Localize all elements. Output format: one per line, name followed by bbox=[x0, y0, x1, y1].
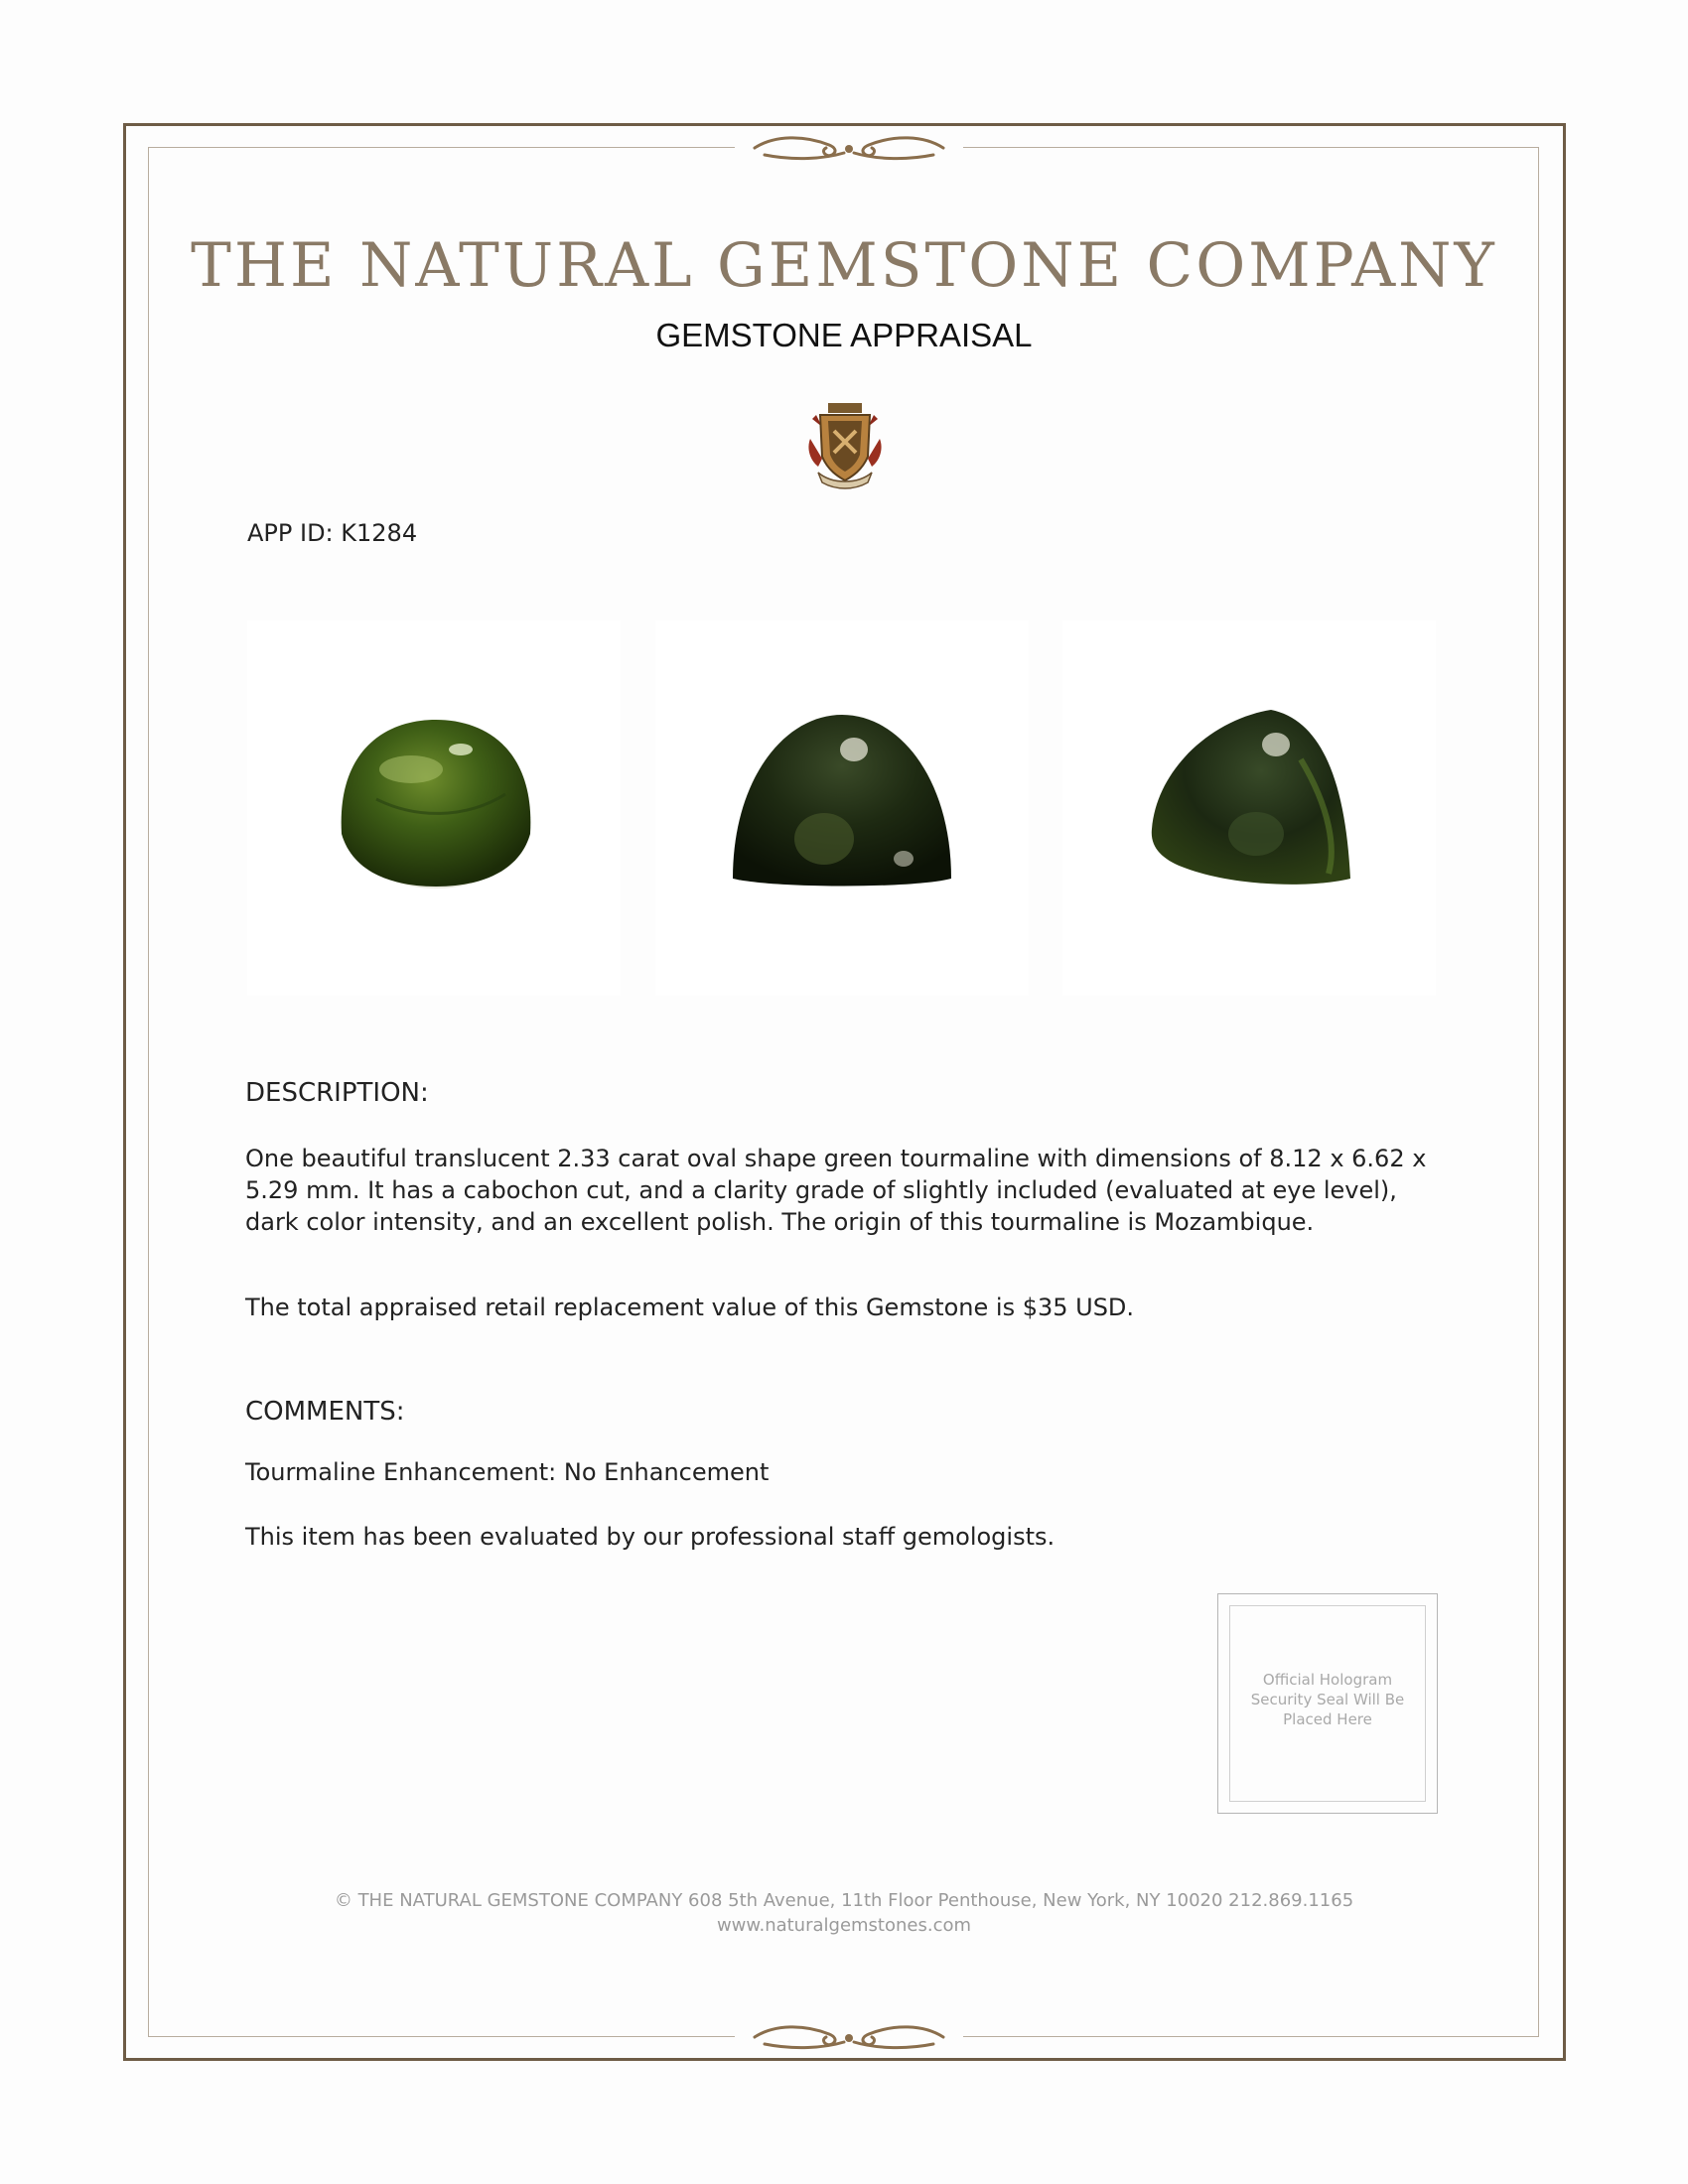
footer-website: www.naturalgemstones.com bbox=[716, 1915, 972, 1936]
description-text: One beautiful translucent 2.33 carat oval shape green tourmaline with dimensions of 8.12 x 6.62 x 5.29 mm. It has a cabochon cut, and a clarity grade of slightly included (evaluated at eye level), dark color intensity, and an excellent polish. The origin of this tourmaline is Mozambique. bbox=[245, 1145, 1427, 1236]
comments-label: COMMENTS: bbox=[245, 1397, 405, 1427]
appraised-value-statement: The total appraised retail replacement value of this Gemstone is $35 USD. bbox=[245, 1294, 1135, 1321]
gem-photo-top-view bbox=[247, 620, 621, 996]
heraldic-crest-icon bbox=[802, 399, 888, 490]
bottom-ornament-icon bbox=[735, 2020, 963, 2054]
gem-photo-side-view bbox=[655, 620, 1029, 996]
footer-address: © THE NATURAL GEMSTONE COMPANY 608 5th Avenue, 11th Floor Penthouse, New York, NY 10020 212.869.1165 bbox=[334, 1890, 1354, 1911]
gem-photo-angled-view bbox=[1062, 620, 1436, 996]
company-name: THE NATURAL GEMSTONE COMPANY bbox=[191, 230, 1497, 301]
app-id: APP ID: K1284 bbox=[247, 519, 418, 547]
description-label: DESCRIPTION: bbox=[245, 1078, 429, 1108]
hologram-seal-text: Official Hologram Security Seal Will Be Placed Here bbox=[1250, 1671, 1405, 1728]
evaluation-comment: This item has been evaluated by our professional staff gemologists. bbox=[245, 1523, 1055, 1551]
enhancement-comment: Tourmaline Enhancement: No Enhancement bbox=[245, 1458, 770, 1486]
top-ornament-icon bbox=[735, 131, 963, 165]
document-title: GEMSTONE APPRAISAL bbox=[655, 317, 1033, 353]
